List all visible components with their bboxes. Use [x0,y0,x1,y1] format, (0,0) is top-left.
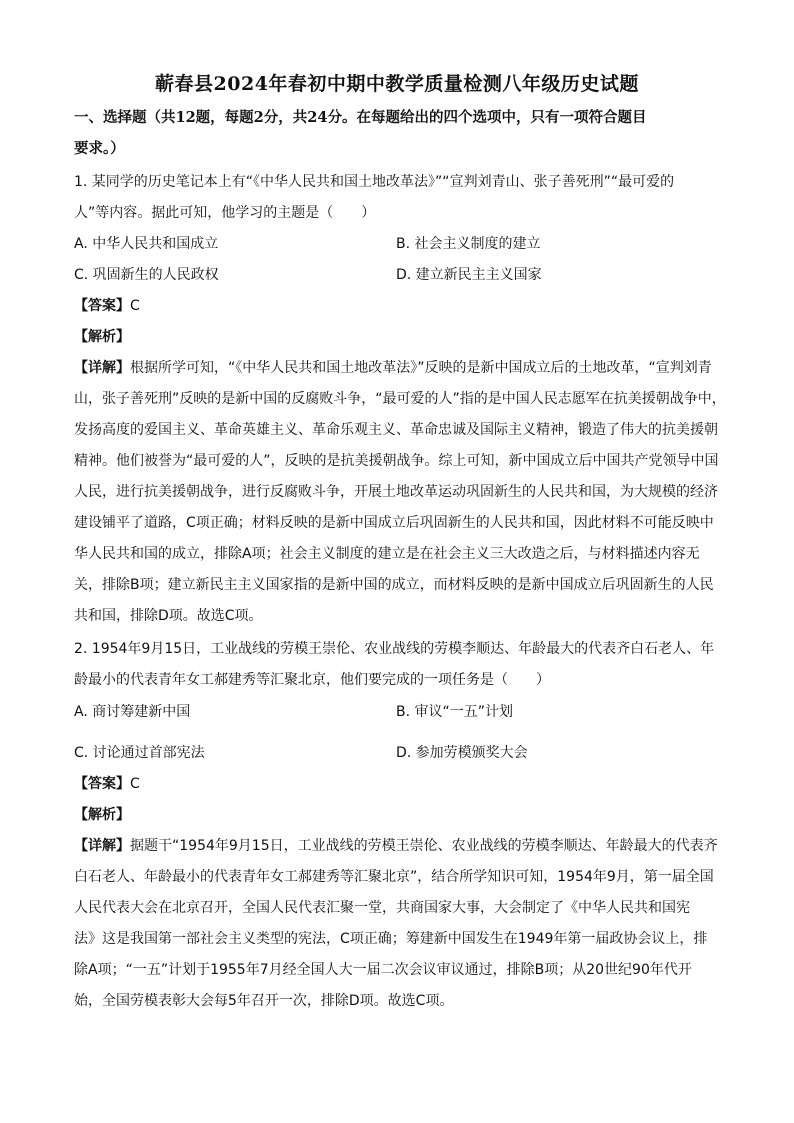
q2-analysis-tag: 【解析】 [74,807,130,823]
q1-option-a: A. 中华人民共和国成立 [74,236,219,252]
q2-detail-line [74,836,724,856]
q1-option-d: D. 建立新民主主义国家 [396,267,542,283]
q2-detail-line: 人民代表大会在北京召开，全国人民代表汇聚一堂，共商国家大事，大会制定了《中华人民共和国宪 [74,900,690,916]
q2-option-a: A. 商讨筹建新中国 [74,704,191,720]
q2-detail-tag: 【详解】 [74,838,130,854]
q1-detail-tag: 【详解】 [74,360,130,376]
q1-detail-line: 发扬高度的爱国主义、革命英雄主义、革命乐观主义、革命忠诚及国际主义精神，锻造了伟大的抗美援朝 [74,422,718,438]
page-title: 蕲春县2024年春初中期中教学质量检测八年级历史试题 [155,73,639,95]
q1-detail-line: 关，排除B项；建立新民主主义国家指的是新中国的成立，而材料反映的是新中国成立后巩固新生的人民 [74,577,714,593]
q1-stem-cont: 人”等内容。据此可知，他学习的主题是（ ） [74,205,376,221]
q1-detail-line: 建设铺平了道路，C项正确；材料反映的是新中国成立后巩固新生的人民共和国，因此材料不可能反映中 [74,515,714,531]
section-heading: 一、选择题（共12题，每题2分，共24分。在每题给出的四个选项中，只有一项符合题目 [74,109,647,126]
q1-detail-line: 华人民共和国的成立，排除A项；社会主义制度的建立是在社会主义三大改造之后，与材料描述内容无 [74,546,700,562]
section-heading-cont: 要求。） [74,140,125,157]
q1-option-b: B. 社会主义制度的建立 [396,236,541,252]
q1-answer-row [74,296,724,316]
q1-answer-tag: 【答案】 [74,298,130,314]
q2-detail-line: 除A项；“一五”计划于1955年7月经全国人大一届二次会议审议通过，排除B项；从20世纪90年代开 [74,962,692,978]
q1-detail-line: 精神。他们被誉为“最可爱的人”，反映的是抗美援朝战争。综上可知，新中国成立后中国共产党领导中国 [74,453,719,469]
q1-answer: C [130,298,140,314]
q1-analysis-tag: 【解析】 [74,329,130,345]
q2-detail-text: 据题干“1954年9月15日，工业战线的劳模王崇伦、农业战线的劳模李顺达、年龄最大的代表齐 [130,838,718,854]
q1-option-c: C. 巩固新生的人民政权 [74,267,219,283]
q2-stem: 2. 1954年9月15日，工业战线的劳模王崇伦、农业战线的劳模李顺达、年龄最大的代表齐白石老人、年 [74,641,715,657]
q2-stem-cont: 龄最小的代表青年女工郝建秀等汇聚北京，他们要完成的一项任务是（ ） [74,672,550,688]
q1-stem: 1. 某同学的历史笔记本上有“《中华人民共和国土地改革法》”“宣判刘青山、张子善死刑”“最可爱的 [74,174,675,190]
q1-detail-line: 山，张子善死刑”反映的是新中国的反腐败斗争，“最可爱的人”指的是中国人民志愿军在抗美援朝战争中， [74,391,726,407]
q2-answer-tag: 【答案】 [74,776,130,792]
q2-option-b: B. 审议“一五”计划 [396,704,514,720]
q2-detail-line: 始，全国劳模表彰大会每5年召开一次，排除D项。故选C项。 [74,993,454,1009]
q2-option-d: D. 参加劳模颁奖大会 [396,745,528,761]
q1-detail-line: 共和国，排除D项。故选C项。 [74,608,263,624]
q1-detail-line [74,358,724,378]
q2-answer: C [130,776,140,792]
q1-detail-line: 人民，进行抗美援朝战争，进行反腐败斗争，开展土地改革运动巩固新生的人民共和国，为大规模的经济 [74,484,718,500]
q2-option-c: C. 讨论通过首部宪法 [74,745,205,761]
q2-detail-line: 法》这是我国第一部社会主义类型的宪法，C项正确；筹建新中国发生在1949年第一届政协会议上，排 [74,931,708,947]
q2-detail-line: 白石老人、年龄最小的代表青年女工郝建秀等汇聚北京”，结合所学知识可知，1954年9月，第一届全国 [74,869,714,885]
q1-detail-text: 根据所学可知，“《中华人民共和国土地改革法》”反映的是新中国成立后的土地改革，“宣判刘青 [130,360,712,376]
q2-answer-row [74,774,724,794]
